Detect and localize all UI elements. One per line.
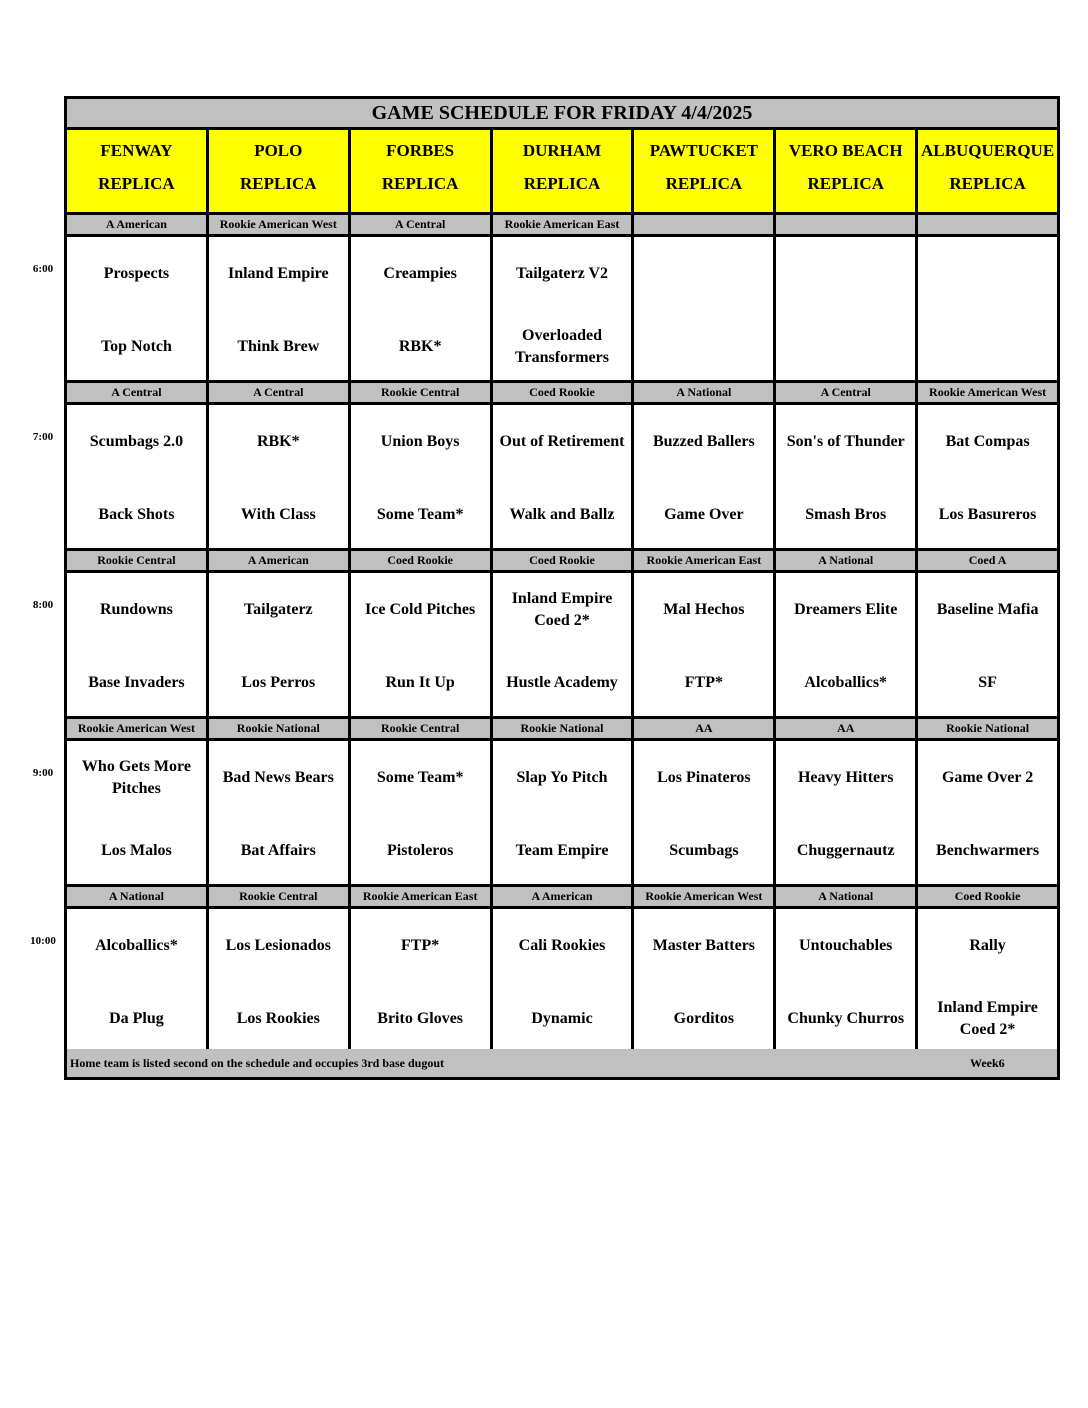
division-label: Rookie Central	[351, 383, 493, 402]
away-team: Baseline Mafia	[936, 601, 1039, 618]
field-header	[67, 130, 209, 212]
away-team: Heavy Hitters	[797, 769, 894, 786]
away-team: Ice Cold Pitches	[365, 601, 476, 618]
time-slot	[67, 215, 1057, 383]
time-label: 7:00	[32, 431, 54, 443]
game-cell	[351, 237, 493, 380]
division-label: Rookie American West	[209, 215, 351, 234]
division-row	[67, 215, 1057, 237]
game-cell	[918, 405, 1057, 548]
home-team: Overloaded Transformers	[515, 327, 609, 366]
home-team: With Class	[240, 506, 316, 523]
field-subtitle: REPLICA	[381, 174, 459, 193]
game-cell	[351, 405, 493, 548]
game-cell	[493, 237, 635, 380]
field-header	[776, 130, 918, 212]
field-header	[493, 130, 635, 212]
home-team: Benchwarmers	[936, 842, 1040, 859]
home-team: Run It Up	[385, 674, 455, 691]
away-team: Game Over 2	[941, 769, 1034, 786]
game-cell	[776, 741, 918, 884]
home-team: Bat Affairs	[240, 842, 316, 859]
home-team: SF	[978, 674, 997, 691]
away-team: RBK*	[256, 433, 300, 450]
division-label: AA	[776, 719, 918, 738]
home-team: Pistoleros	[386, 842, 454, 859]
game-cell	[209, 573, 351, 716]
time-slot	[67, 719, 1057, 887]
away-team: Prospects	[103, 265, 170, 282]
field-name: FORBES	[386, 141, 455, 160]
division-label: Rookie American East	[493, 215, 635, 234]
home-team: RBK*	[398, 338, 442, 355]
field-name: ALBUQUERQUE	[920, 141, 1055, 160]
home-team: Scumbags	[669, 842, 739, 859]
schedule-table	[64, 96, 1060, 1080]
division-label	[634, 215, 776, 234]
home-team: Los Basureros	[938, 506, 1037, 523]
time-slot	[67, 383, 1057, 551]
division-label: Rookie Central	[67, 551, 209, 570]
game-cell	[918, 573, 1057, 716]
away-team: Who Gets More Pitches	[81, 758, 191, 797]
home-team: Brito Gloves	[377, 1010, 464, 1027]
time-label: 9:00	[32, 767, 54, 779]
home-team: Think Brew	[237, 338, 320, 355]
away-team: Cali Rookies	[518, 937, 606, 954]
home-team: FTP*	[684, 674, 723, 691]
game-cell	[67, 741, 209, 884]
home-team: Los Rookies	[236, 1010, 320, 1027]
away-team: Scumbags 2.0	[89, 433, 184, 450]
division-label: Rookie American West	[634, 887, 776, 906]
division-row	[67, 551, 1057, 573]
home-team: Base Invaders	[88, 674, 185, 691]
division-label: A Central	[776, 383, 918, 402]
field-name: FENWAY	[100, 141, 173, 160]
division-label: A Central	[209, 383, 351, 402]
away-team: Buzzed Ballers	[652, 433, 755, 450]
field-subtitle: REPLICA	[98, 174, 175, 193]
time-label: 6:00	[32, 263, 54, 275]
home-team: Chunky Churros	[787, 1010, 905, 1027]
time-label: 8:00	[32, 599, 54, 611]
home-team: Walk and Ballz	[509, 506, 615, 523]
game-cell	[493, 909, 635, 1052]
division-label: Coed Rookie	[954, 889, 1021, 903]
schedule-title: GAME SCHEDULE FOR FRIDAY 4/4/2025	[67, 99, 1057, 130]
game-cell	[776, 573, 918, 716]
division-label: Coed Rookie	[493, 383, 635, 402]
game-cell	[67, 909, 209, 1052]
away-team: Dreamers Elite	[794, 601, 898, 618]
game-cell	[634, 405, 776, 548]
game-row	[67, 405, 1057, 551]
away-team: Master Batters	[652, 937, 756, 954]
division-label: A American	[493, 887, 635, 906]
division-label: Coed Rookie	[351, 551, 493, 570]
game-cell	[493, 741, 635, 884]
game-cell	[209, 405, 351, 548]
away-team: Slap Yo Pitch	[516, 769, 608, 786]
game-cell	[209, 909, 351, 1052]
game-cell	[67, 405, 209, 548]
game-cell	[918, 909, 1057, 1052]
division-label: Rookie National	[209, 719, 351, 738]
away-team: Inland Empire Coed 2*	[511, 590, 613, 629]
away-team: Mal Hechos	[663, 601, 745, 618]
division-label: Coed Rookie	[493, 551, 635, 570]
division-label: AA	[634, 719, 776, 738]
away-team: Union Boys	[380, 433, 460, 450]
game-cell	[209, 741, 351, 884]
away-team: Rally	[969, 937, 1006, 954]
game-cell	[493, 405, 635, 548]
division-label	[918, 215, 1057, 234]
field-subtitle: REPLICA	[807, 174, 884, 193]
home-team: Chuggernautz	[796, 842, 895, 859]
time-label: 10:00	[30, 935, 56, 947]
away-team: Son's of Thunder	[786, 433, 905, 450]
away-team: Out of Retirement	[499, 433, 625, 450]
field-header	[918, 130, 1057, 212]
home-team: Smash Bros	[805, 506, 887, 523]
field-header	[634, 130, 776, 212]
game-cell	[634, 741, 776, 884]
division-label: Rookie American West	[929, 385, 1047, 399]
game-cell	[351, 741, 493, 884]
week-label: Week6	[970, 1056, 1005, 1070]
game-row	[67, 573, 1057, 719]
game-row	[67, 909, 1057, 1055]
division-label: A National	[634, 383, 776, 402]
division-label: Coed A	[968, 553, 1007, 567]
field-subtitle: REPLICA	[949, 174, 1026, 193]
game-cell	[493, 573, 635, 716]
away-team: Creampies	[383, 265, 457, 282]
game-cell	[209, 237, 351, 380]
field-subtitle: REPLICA	[665, 174, 743, 193]
home-team: Dynamic	[531, 1010, 593, 1027]
division-label: A National	[776, 887, 918, 906]
away-team: Alcoballics*	[95, 937, 178, 954]
game-cell	[67, 573, 209, 716]
division-label: A National	[67, 887, 209, 906]
game-cell	[634, 573, 776, 716]
division-label: Rookie Central	[351, 719, 493, 738]
division-label: A National	[776, 551, 918, 570]
home-team: Da Plug	[109, 1010, 164, 1027]
division-label: Rookie American East	[351, 887, 493, 906]
game-cell	[634, 237, 776, 380]
field-header-row	[67, 130, 1057, 215]
home-team: Los Malos	[101, 842, 172, 859]
footer-note: Home team is listed second on the schedule and occupies 3rd base dugout	[70, 1056, 445, 1070]
division-label: Rookie National	[493, 719, 635, 738]
field-subtitle: REPLICA	[523, 174, 601, 193]
game-cell	[776, 405, 918, 548]
division-label: A Central	[67, 383, 209, 402]
time-slot	[67, 551, 1057, 719]
field-name: DURHAM	[522, 141, 602, 160]
division-label: A American	[67, 215, 209, 234]
away-team: Inland Empire	[227, 265, 329, 282]
away-team: Los Lesionados	[225, 937, 331, 954]
home-team: Hustle Academy	[506, 674, 618, 691]
home-team: Team Empire	[515, 842, 609, 859]
away-team: FTP*	[401, 937, 440, 954]
away-team: Bad News Bears	[222, 769, 334, 786]
home-team: Back Shots	[98, 506, 175, 523]
field-name: POLO	[254, 141, 303, 160]
game-cell	[776, 237, 918, 380]
game-cell	[776, 909, 918, 1052]
home-team: Los Perros	[241, 674, 316, 691]
division-label: A Central	[351, 215, 493, 234]
division-label: Rookie American West	[67, 719, 209, 738]
home-team: Some Team*	[376, 506, 464, 523]
division-label	[776, 215, 918, 234]
home-team: Inland Empire Coed 2*	[937, 999, 1038, 1038]
home-team: Gorditos	[673, 1010, 735, 1027]
game-cell	[351, 909, 493, 1052]
away-team: Tailgaterz	[243, 601, 313, 618]
field-name: PAWTUCKET	[649, 141, 759, 160]
game-row	[67, 741, 1057, 887]
home-team: Game Over	[664, 506, 744, 523]
field-name: VERO BEACH	[788, 141, 903, 160]
footer-bar	[67, 1049, 1057, 1077]
game-cell	[67, 237, 209, 380]
away-team: Los Pinateros	[657, 769, 751, 786]
game-cell	[918, 741, 1057, 884]
time-slot	[67, 887, 1057, 1055]
field-header	[209, 130, 351, 212]
game-cell	[634, 909, 776, 1052]
division-row	[67, 719, 1057, 741]
game-row	[67, 237, 1057, 383]
game-cell	[351, 573, 493, 716]
home-team: Top Notch	[100, 338, 172, 355]
field-header	[351, 130, 493, 212]
division-label: Rookie American East	[634, 551, 776, 570]
away-team: Rundowns	[99, 601, 173, 618]
division-row	[67, 887, 1057, 909]
away-team: Bat Compas	[945, 433, 1030, 450]
division-label: A American	[209, 551, 351, 570]
away-team: Untouchables	[799, 937, 893, 954]
division-label: Rookie National	[946, 721, 1030, 735]
away-team: Tailgaterz V2	[516, 265, 608, 282]
division-label: Rookie Central	[209, 887, 351, 906]
away-team: Some Team*	[376, 769, 464, 786]
division-row	[67, 383, 1057, 405]
game-cell	[918, 237, 1057, 380]
field-subtitle: REPLICA	[240, 174, 317, 193]
home-team: Alcoballics*	[804, 674, 888, 691]
